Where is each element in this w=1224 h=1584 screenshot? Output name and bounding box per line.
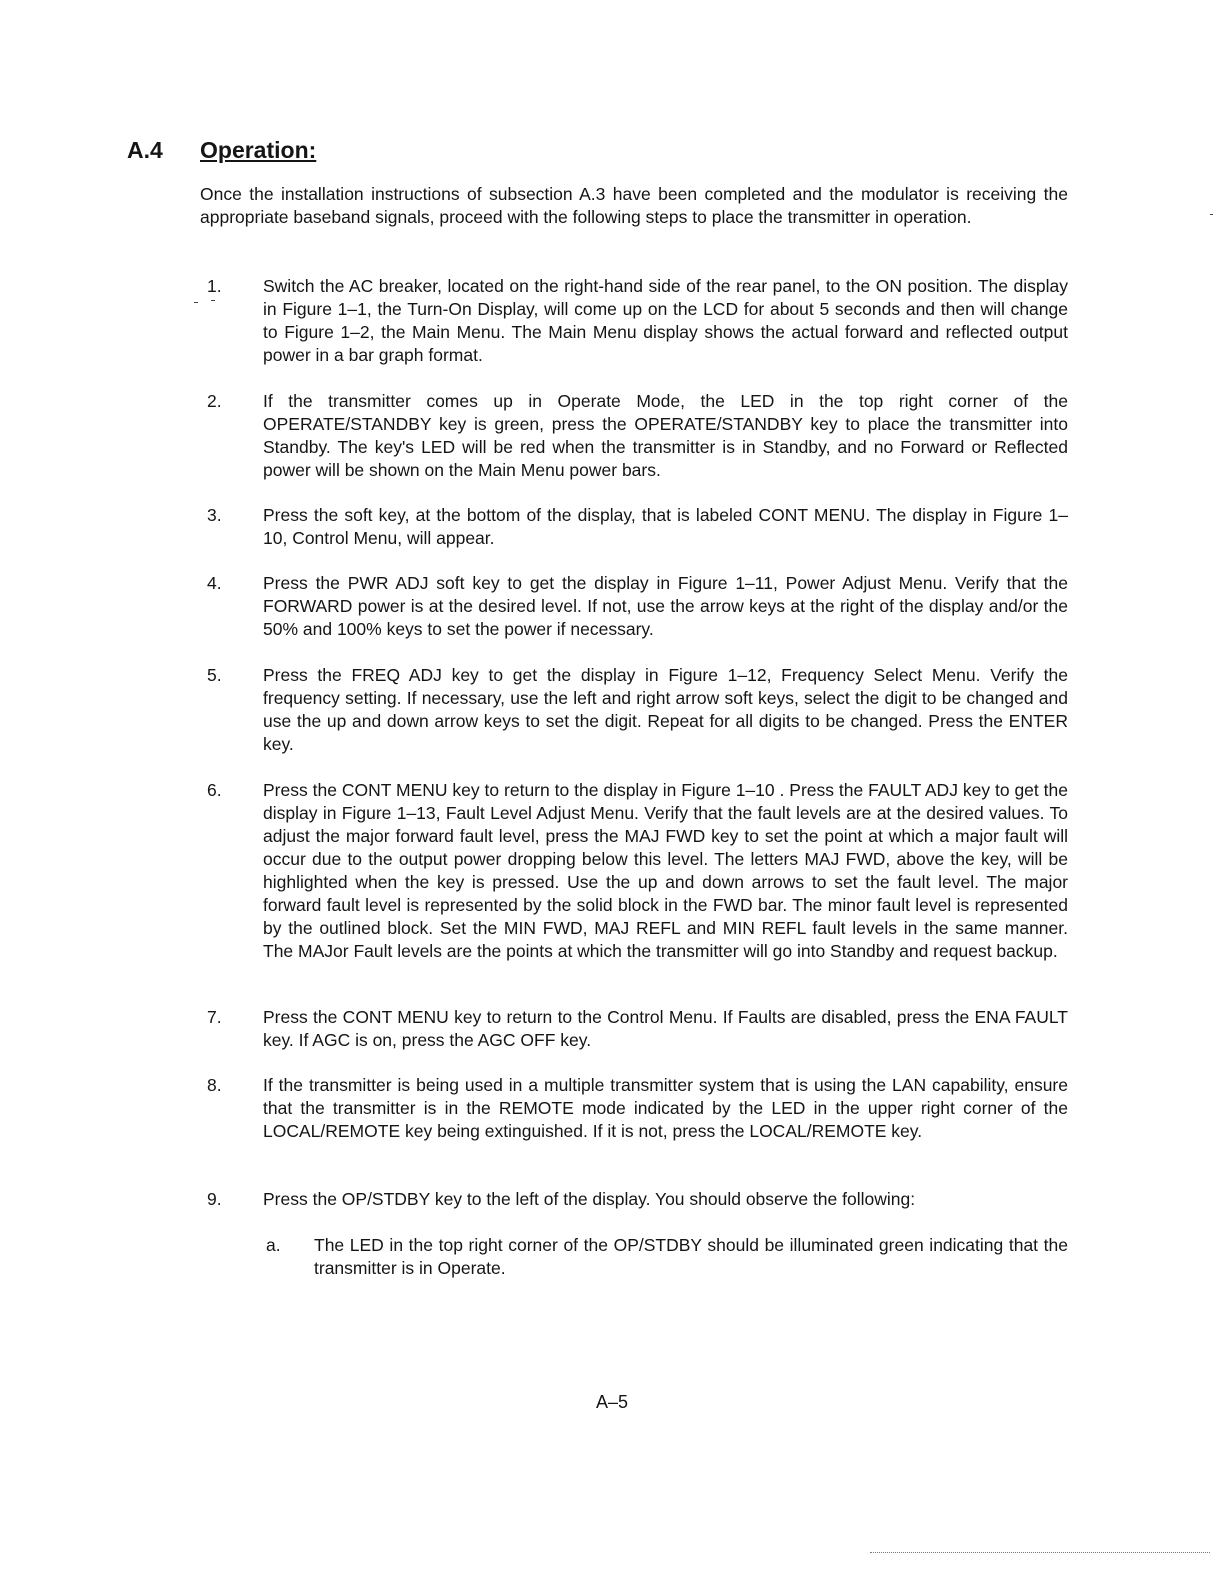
step-number: 6. <box>207 780 222 800</box>
step-number: 1. <box>207 276 222 296</box>
substep-letter: a. <box>266 1235 281 1255</box>
substep-text: The LED in the top right corner of the OP/STDBY should be illuminated green indicating that the transmitter is in Operate. <box>314 1235 1068 1278</box>
section-title: Operation: <box>200 137 317 163</box>
scan-speck <box>211 300 215 301</box>
scan-speck <box>194 302 198 303</box>
step-number: 3. <box>207 505 222 525</box>
step-text: Press the OP/STDBY key to the left of the display. You should observe the following: <box>263 1189 916 1209</box>
step-number: 7. <box>207 1007 222 1027</box>
step-text: Press the soft key, at the bottom of the display, that is labeled CONT MENU. The display in Figure 1–10, Control Menu, will appear. <box>263 505 1068 548</box>
intro-paragraph: Once the installation instructions of subsection A.3 have been completed and the modulator is receiving the appropriate baseband signals, proceed with the following steps to place the transmitter in operation. <box>200 184 1068 227</box>
step-number: 8. <box>207 1075 222 1095</box>
page-number: A–5 <box>595 1392 629 1412</box>
scan-speck <box>1210 214 1213 215</box>
step-text: Press the FREQ ADJ key to get the display in Figure 1–12, Frequency Select Menu. Verify the frequency setting. If necessary, use the left and right arrow soft keys, select the digit to be changed and use the up and down arrow keys to set the digit. Repeat for all digits to be changed. Press the ENTER key. <box>263 665 1068 754</box>
step-text: Switch the AC breaker, located on the right-hand side of the rear panel, to the ON position. The display in Figure 1–1, the Turn-On Display, will come up on the LCD for about 5 seconds and then will change to Figure 1–2, the Main Menu. The Main Menu display shows the actual forward and reflected output power in a bar graph format. <box>263 276 1068 365</box>
step-text: Press the CONT MENU key to return to the Control Menu. If Faults are disabled, press the ENA FAULT key. If AGC is on, press the AGC OFF key. <box>263 1007 1068 1050</box>
step-text: Press the CONT MENU key to return to the display in Figure 1–10 . Press the FAULT ADJ key to get the display in Figure 1–13, Fault Level Adjust Menu. Verify that the fault levels are at the desired values. To adjust the major forward fault level, press the MAJ FWD key to set the point at which a major fault will occur due to the output power dropping below this level. The letters MAJ FWD, above the key, will be highlighted when the key is pressed. Use the up and down arrows to set the fault level. The major forward fault level is represented by the solid block in the FWD bar. The minor fault level is represented by the outlined block. Set the MIN FWD, MAJ REFL and MIN REFL fault levels in the same manner. The MAJor Fault levels are the points at which the transmitter will go into Standby and request backup. <box>263 780 1068 961</box>
step-text: If the transmitter is being used in a multiple transmitter system that is using the LAN capability, ensure that the transmitter is in the REMOTE mode indicated by the LED in the upper right corner of the LOCAL/REMOTE key being extinguished. If it is not, press the LOCAL/REMOTE key. <box>263 1075 1068 1141</box>
step-number: 5. <box>207 665 222 685</box>
section-number: A.4 <box>127 137 163 163</box>
step-text: If the transmitter comes up in Operate Mode, the LED in the top right corner of the OPERATE/STANDBY key is green, press the OPERATE/STANDBY key to place the transmitter into Standby. The key's LED will be red when the transmitter is in Standby, and no Forward or Reflected power will be shown on the Main Menu power bars. <box>263 391 1068 480</box>
step-number: 4. <box>207 573 222 593</box>
step-number: 2. <box>207 391 222 411</box>
step-text: Press the PWR ADJ soft key to get the display in Figure 1–11, Power Adjust Menu. Verify that the FORWARD power is at the desired level. If not, use the arrow keys at the right of the display and/or the 50% and 100% keys to set the power if necessary. <box>263 573 1068 639</box>
scan-edge-line <box>870 1552 1210 1553</box>
step-number: 9. <box>207 1189 222 1209</box>
